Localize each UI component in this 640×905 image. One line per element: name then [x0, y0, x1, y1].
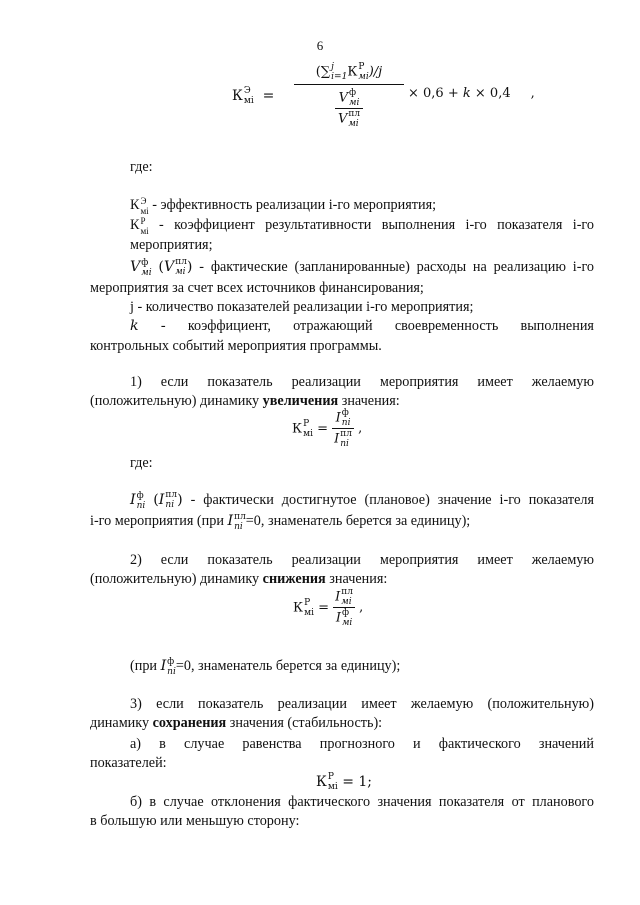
case1-formula: К Р мi = I ф пi I пл пi , [292, 408, 363, 449]
case3a-line1: а) в случае равенства прогнозного и фактического значений [130, 736, 594, 752]
main-formula-denominator: V ф мi V пл мi [294, 88, 404, 129]
case3a-formula: К Р мi = 1; [316, 772, 372, 792]
where-label-1: где: [130, 159, 153, 175]
case2-note: (при I ф пi =0, знаменатель берется за единицу); [130, 656, 401, 677]
def-i-line1: I ф пi (I пл пi ) - фактически достигнутое (плановое) значение i-го показателя [130, 490, 595, 511]
main-formula-numerator: (∑ j i=1 К Р мi )/j [294, 62, 404, 85]
main-formula-fraction [294, 62, 404, 129]
main-formula-tail: × 0,6 + k × 0,4 , [408, 86, 535, 101]
case2-formula: К Р мi = I пл мi I ф мi , [293, 587, 364, 628]
def-k-line2: контрольных событий мероприятия программы. [90, 338, 382, 354]
main-formula [232, 62, 535, 140]
def-v-line2: мероприятия за счет всех источников финансирования; [90, 280, 424, 296]
case3-line1: 3) если показатель реализации имеет желаемую (положительную) [130, 696, 594, 712]
where-label-2: где: [130, 455, 153, 471]
def-kres-line2: мероприятия; [130, 237, 213, 253]
case2-line1: 2) если показатель реализации мероприятия имеет желаемую [130, 552, 594, 568]
main-formula-lhs: К Э мi = [232, 86, 275, 106]
def-v-line1: V ф мi (V пл мi ) - фактические (запланированные) расходы на реализацию i-го [130, 257, 594, 278]
case3a-line2: показателей: [90, 755, 167, 771]
case1-line2: (положительную) динамику увеличения значения: [90, 393, 400, 409]
def-j: j - количество показателей реализации i-го мероприятия; [130, 299, 474, 315]
case1-line1: 1) если показатель реализации мероприятия имеет желаемую [130, 374, 594, 390]
case2-line2: (положительную) динамику снижения значения: [90, 571, 388, 587]
def-k-line1: k - коэффициент, отражающий своевременность выполнения [130, 318, 594, 334]
def-keff: К Э мi - эффективность реализации i-го мероприятия; [130, 195, 437, 216]
case3b-line2: в большую или меньшую сторону: [90, 813, 300, 829]
case3b-line1: б) в случае отклонения фактического значения показателя от планового [130, 794, 594, 810]
def-i-line2: i-го мероприятия (при I пл пi =0, знаменатель берется за единицу); [90, 511, 471, 532]
def-kres-line1: К Р мi - коэффициент результативности выполнения i-го показателя i-го [130, 215, 594, 236]
page-number: 6 [316, 38, 324, 53]
case3-line2: динамику сохранения значения (стабильность): [90, 715, 383, 731]
